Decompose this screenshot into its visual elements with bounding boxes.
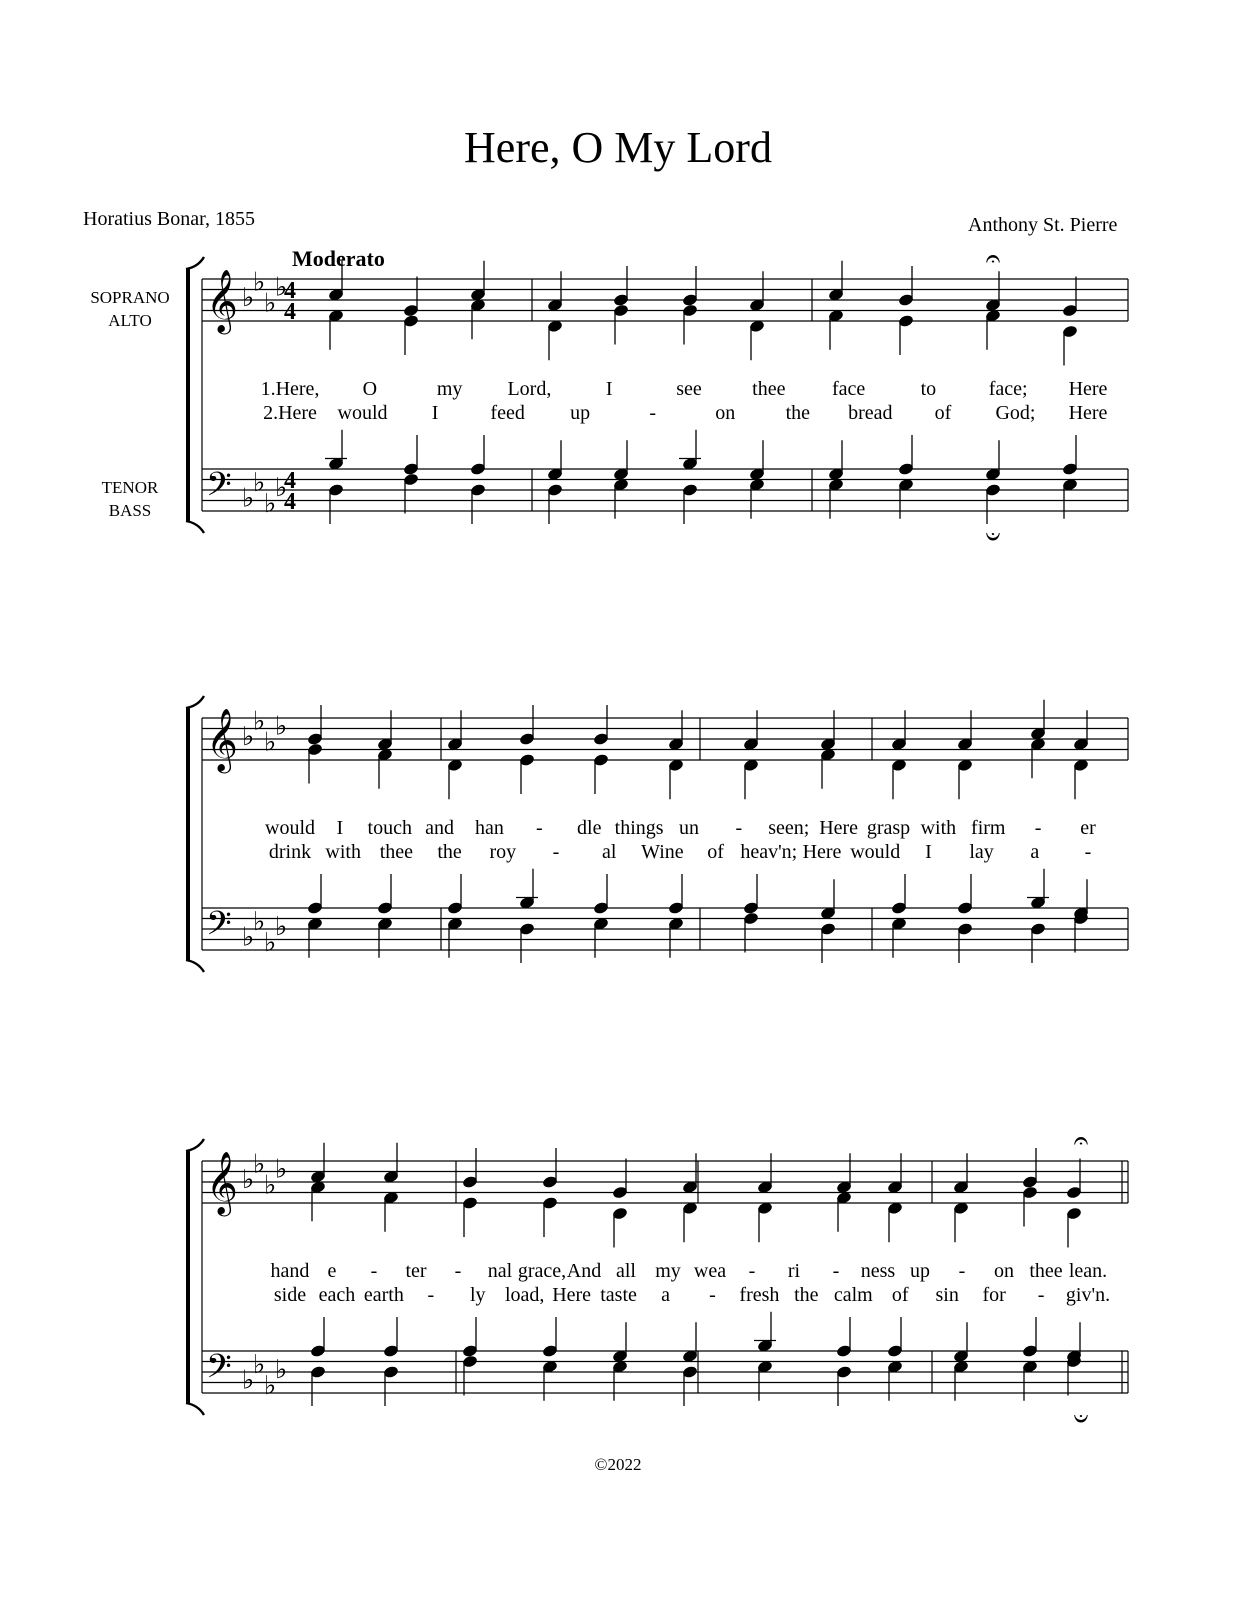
system-2-verse1-syllable: han — [475, 817, 504, 839]
system-3-verse1-syllable: hand — [270, 1260, 310, 1282]
system-1-verse1-syllable: see — [676, 378, 702, 400]
time-signature-bottom: 4 — [284, 299, 296, 325]
system-3-verse1-syllable: all — [616, 1260, 636, 1282]
system-1-verse1-syllable: face; — [988, 378, 1028, 400]
system-2-verse2-syllable: drink — [268, 841, 312, 863]
system-3-verse2-syllable: sin — [935, 1284, 959, 1306]
system-3-verse1-syllable: - — [370, 1260, 378, 1282]
system-1-verse2-syllable: - — [649, 402, 657, 424]
system-3-treble-clef-icon: 𝄞 — [206, 1151, 238, 1214]
system-1-key-flat-icon: ♭ — [275, 272, 288, 303]
system-2-key-flat-icon: ♭ — [264, 927, 277, 958]
system-3-verse2-syllable: taste — [600, 1284, 637, 1306]
system-3-key-flat-icon: ♭ — [253, 1349, 266, 1380]
system-1-verse1-syllable: face — [831, 378, 866, 400]
system-2-key-flat-icon: ♭ — [264, 727, 277, 758]
system-1-verse2-syllable: 2.Here — [263, 402, 317, 424]
system-3-verse1-syllable: wea — [693, 1260, 727, 1282]
system-3-verse1-syllable: e — [327, 1260, 337, 1282]
system-2-verse2-syllable: with — [325, 841, 361, 863]
system-3-verse1-syllable: ter — [405, 1260, 427, 1282]
system-1-verse2-syllable: bread — [848, 402, 893, 424]
system-2-verse2-syllable: the — [437, 841, 462, 863]
system-1-key-flat-icon: ♭ — [242, 483, 255, 514]
system-2-verse2-syllable: thee — [379, 841, 414, 863]
fermata-icon: 𝄐 — [1073, 1126, 1089, 1156]
system-2-verse2-syllable: Wine — [641, 841, 684, 863]
system-3-verse2-syllable: - — [709, 1284, 716, 1306]
system-1-verse2-syllable: on — [715, 402, 736, 424]
system-3-verse1-syllable: thee — [1029, 1260, 1063, 1282]
time-signature-top: 4 — [284, 278, 296, 304]
system-3-verse1-syllable: - — [748, 1260, 756, 1282]
system-1-verse1-syllable: my — [436, 378, 463, 400]
system-2-verse2-syllable: al — [601, 841, 617, 863]
system-3-verse2-syllable: a — [661, 1284, 670, 1306]
system-2-verse2-syllable: - — [1084, 841, 1092, 863]
system-1-bass-clef-icon: 𝄢 — [206, 466, 232, 512]
part-label-alto: ALTO — [108, 311, 152, 330]
system-1-bracket-bottom-hook — [186, 521, 204, 533]
system-1-verse2-syllable: would — [337, 402, 388, 424]
system-2-bracket-bottom-hook — [186, 960, 204, 972]
system-2-treble-clef-icon: 𝄞 — [206, 708, 238, 771]
system-3-key-flat-icon: ♭ — [253, 1149, 266, 1180]
system-3-key-flat-icon: ♭ — [264, 1170, 277, 1201]
system-3-verse1-syllable: lean. — [1068, 1260, 1108, 1282]
system-2-key-flat-icon: ♭ — [253, 906, 266, 937]
system-2-verse2-syllable: of — [707, 841, 724, 863]
system-3-verse1-syllable: up — [910, 1260, 930, 1282]
system-1-key-flat-icon: ♭ — [253, 267, 266, 298]
system-2-verse2-syllable: roy — [489, 841, 517, 863]
system-1-verse1-syllable: Here — [1068, 378, 1108, 400]
system-3-key-flat-icon: ♭ — [242, 1365, 255, 1396]
system-2-verse1-syllable: er — [1080, 817, 1096, 839]
system-2-verse1-syllable: un — [679, 817, 699, 839]
system-2-verse2-syllable: lay — [969, 841, 994, 863]
system-3-verse1-syllable: ness — [860, 1260, 896, 1282]
time-signature-top: 4 — [284, 468, 296, 494]
system-2-bracket-top-hook — [186, 696, 204, 708]
system-2-verse1-syllable: would — [265, 817, 315, 839]
system-2-verse1-syllable: with — [920, 817, 957, 839]
system-1-verse2-syllable: the — [785, 402, 811, 424]
system-2-key-flat-icon: ♭ — [275, 711, 288, 742]
system-1-verse2-syllable: feed — [490, 402, 525, 424]
system-2-verse2-syllable: a — [1030, 841, 1040, 863]
system-2-verse1-syllable: touch — [367, 817, 412, 839]
system-3-verse1-syllable: - — [958, 1260, 966, 1282]
system-1-treble-clef-icon: 𝄞 — [206, 269, 238, 332]
page-title: Here, O My Lord — [464, 123, 772, 172]
system-2-verse1-syllable: I — [336, 817, 344, 839]
system-3-verse1-syllable: And — [566, 1260, 602, 1282]
system-1-verse1-syllable: O — [362, 378, 378, 400]
system-3-verse2-syllable: calm — [833, 1284, 873, 1306]
system-2-key-flat-icon: ♭ — [242, 722, 255, 752]
system-3-verse2-syllable: Here — [552, 1284, 592, 1306]
system-3-verse2-syllable: fresh — [739, 1284, 780, 1306]
part-label-tenor: TENOR — [101, 478, 159, 497]
composer-credit: Anthony St. Pierre — [968, 214, 1118, 236]
system-2-verse1-syllable: - — [536, 817, 543, 839]
system-2-verse2-syllable: heav'n; — [740, 841, 798, 863]
system-3-verse2-syllable: - — [1037, 1284, 1045, 1306]
system-1-key-flat-icon: ♭ — [275, 473, 288, 503]
system-3-key-flat-icon: ♭ — [242, 1165, 255, 1195]
part-label-bass: BASS — [108, 501, 152, 520]
system-3-verse2-syllable: of — [891, 1284, 909, 1306]
system-1-verse2-syllable: God; — [995, 402, 1036, 424]
system-1-key-flat-icon: ♭ — [264, 288, 277, 319]
system-2-key-flat-icon: ♭ — [242, 922, 255, 953]
fermata-below-icon: 𝄑 — [1073, 1404, 1089, 1434]
system-3-verse1-syllable: ri — [787, 1260, 801, 1282]
system-3-verse2-syllable: for — [982, 1284, 1006, 1306]
system-2-verse1-syllable: things — [614, 817, 664, 839]
system-3-verse1-syllable: on — [994, 1260, 1014, 1282]
system-1-bracket-top-hook — [186, 257, 204, 269]
system-2-verse2-syllable: I — [925, 841, 932, 863]
system-3-bracket-top-hook — [186, 1139, 204, 1151]
system-3-verse1-syllable: - — [454, 1260, 462, 1282]
lyricist-credit: Horatius Bonar, 1855 — [83, 208, 255, 230]
system-2-bass-clef-icon: 𝄢 — [206, 905, 232, 951]
system-3-verse1-syllable: grace, — [517, 1260, 567, 1282]
system-1-verse2-syllable: of — [934, 402, 952, 424]
system-2-verse1-syllable: - — [735, 817, 743, 839]
system-1-verse1-syllable: to — [920, 378, 937, 400]
system-1-verse2-syllable: Here — [1068, 402, 1108, 424]
system-3-key-flat-icon: ♭ — [275, 1154, 288, 1185]
system-3-verse2-syllable: each — [318, 1284, 356, 1306]
system-3-verse2-syllable: the — [794, 1284, 819, 1306]
system-2-verse1-syllable: - — [1034, 817, 1042, 839]
system-1-verse1-syllable: Lord, — [507, 378, 552, 400]
system-1-verse1-syllable: I — [605, 378, 613, 400]
system-2-verse1-syllable: grasp — [866, 817, 911, 839]
system-3-verse1-syllable: - — [832, 1260, 840, 1282]
system-1-key-flat-icon: ♭ — [253, 467, 266, 498]
system-2-verse2-syllable: would — [850, 841, 901, 863]
system-2-verse2-syllable: Here — [802, 841, 842, 863]
system-2-key-flat-icon: ♭ — [275, 912, 288, 942]
time-signature-bottom: 4 — [284, 489, 296, 515]
tempo-marking: Moderato — [292, 246, 385, 271]
system-3-verse2-syllable: earth — [363, 1284, 404, 1306]
system-1-verse2-syllable: I — [431, 402, 439, 424]
fermata-below-icon: 𝄑 — [985, 522, 1001, 552]
system-2-verse1-syllable: and — [425, 817, 455, 839]
system-3-key-flat-icon: ♭ — [275, 1355, 288, 1385]
system-2-verse1-syllable: Here — [819, 817, 859, 839]
fermata-icon: 𝄐 — [985, 244, 1001, 274]
system-3-verse1-syllable: my — [655, 1260, 681, 1282]
system-1-key-flat-icon: ♭ — [242, 283, 255, 313]
system-2-verse1-syllable: seen; — [768, 817, 810, 839]
system-3-verse2-syllable: side — [273, 1284, 307, 1306]
system-2-verse1-syllable: firm — [971, 817, 1006, 839]
copyright-notice: ©2022 — [594, 1455, 642, 1474]
system-2-verse1-syllable: dle — [577, 817, 602, 839]
system-2-key-flat-icon: ♭ — [253, 706, 266, 737]
part-label-soprano: SOPRANO — [90, 288, 170, 307]
system-1-verse1-syllable: thee — [752, 378, 786, 400]
system-1-verse2-syllable: up — [570, 402, 591, 424]
system-3-bracket-bottom-hook — [186, 1403, 204, 1415]
system-3-verse2-syllable: load, — [504, 1284, 545, 1306]
system-3-key-flat-icon: ♭ — [264, 1370, 277, 1401]
system-3-verse1-syllable: nal — [487, 1260, 513, 1282]
system-3-bass-clef-icon: 𝄢 — [206, 1348, 232, 1394]
system-2-verse2-syllable: - — [552, 841, 560, 863]
system-1-key-flat-icon: ♭ — [264, 488, 277, 519]
system-3-verse2-syllable: - — [427, 1284, 435, 1306]
system-3-verse2-syllable: giv'n. — [1065, 1284, 1111, 1306]
system-1-verse1-syllable: 1.Here, — [260, 378, 320, 400]
system-3-verse2-syllable: ly — [469, 1284, 486, 1306]
